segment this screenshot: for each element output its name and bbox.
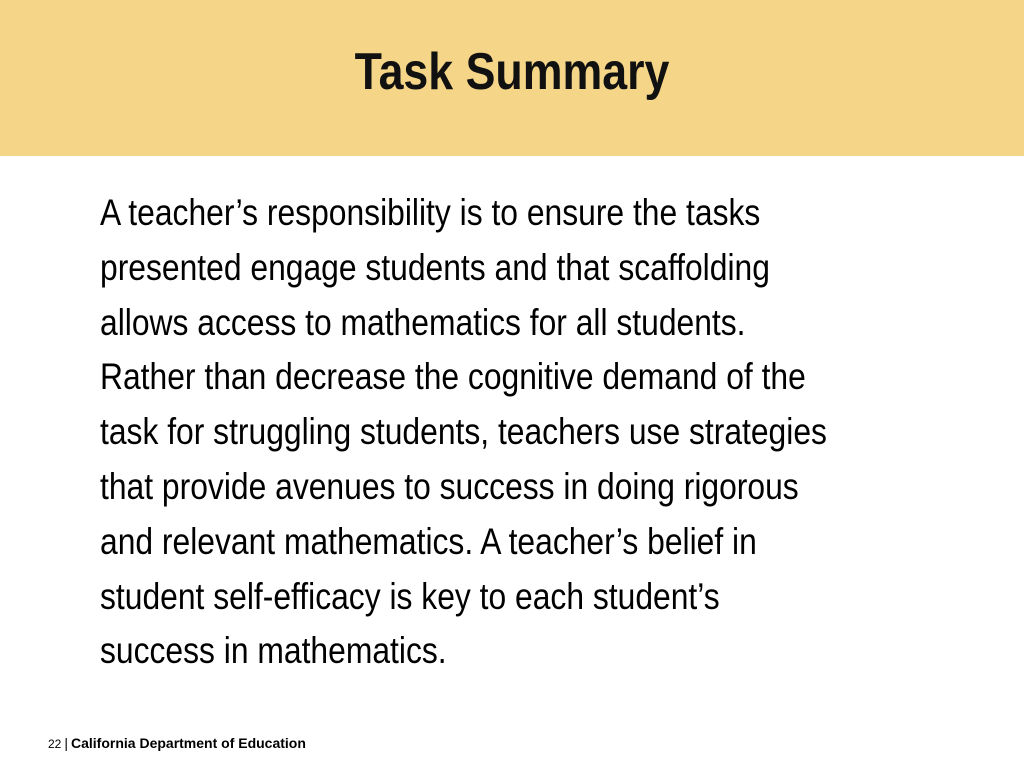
body-text-line: task for struggling students, teachers use strategies	[100, 411, 827, 453]
body-text-line: that provide avenues to success in doing rigorous	[100, 465, 799, 507]
body-text-line: allows access to mathematics for all students.	[100, 301, 746, 343]
slide-body	[100, 186, 960, 679]
body-text-line: presented engage students and that scaffolding	[100, 246, 770, 288]
body-text-line: Rather than decrease the cognitive demand of the	[100, 356, 806, 398]
body-text-line: A teacher’s responsibility is to ensure the tasks	[100, 192, 761, 233]
body-text-line: success in mathematics.	[100, 630, 447, 672]
slide-title: Task Summary	[354, 43, 670, 101]
page-number: 22	[48, 737, 62, 751]
footer-organization: California Department of Education	[71, 735, 306, 751]
footer-separator: |	[64, 735, 68, 751]
body-text-line: student self-efficacy is key to each student’s	[100, 575, 720, 617]
slide-footer	[48, 734, 306, 753]
body-text-line: and relevant mathematics. A teacher’s belief in	[100, 520, 757, 562]
